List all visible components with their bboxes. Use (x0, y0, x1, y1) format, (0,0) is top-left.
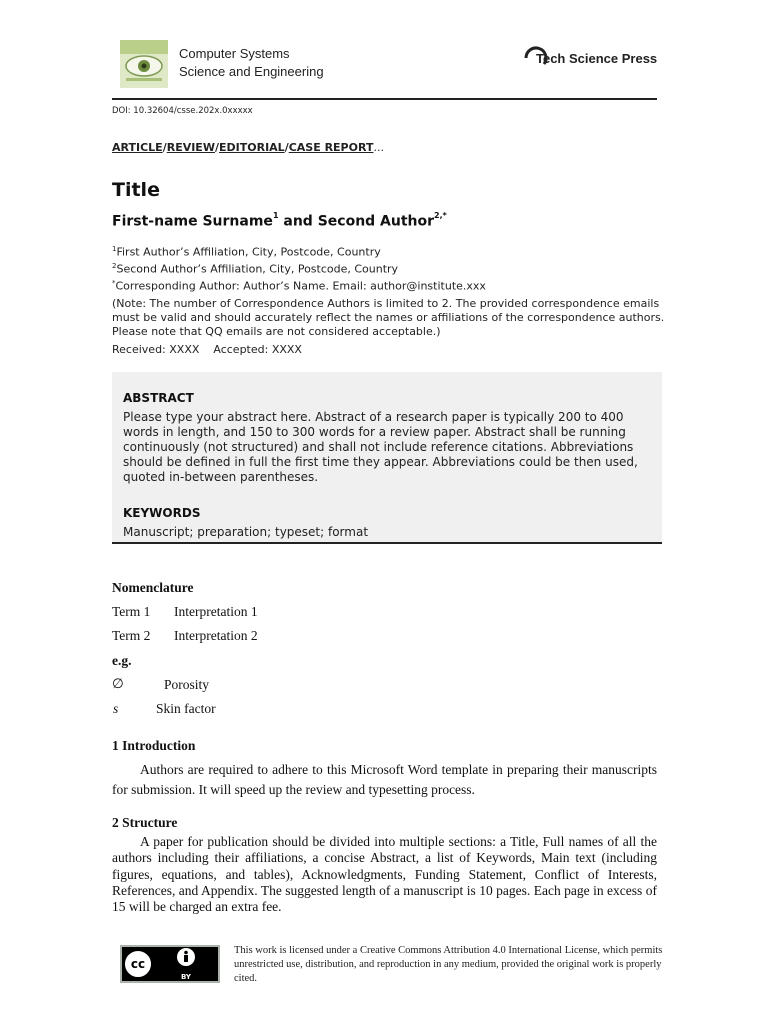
skin-factor-symbol: s (113, 701, 119, 716)
article-type-editorial: EDITORIAL (219, 141, 285, 154)
keywords-heading: KEYWORDS (123, 506, 201, 520)
nomenclature-term: Term 1 (112, 604, 151, 619)
by-icon: BY (180, 973, 192, 981)
affiliation-1-text: First Author’s Affiliation, City, Postcode, Country (116, 245, 381, 259)
journal-logo (120, 40, 168, 88)
article-type-sep: / (162, 141, 167, 154)
nomenclature-meaning: Interpretation 1 (174, 604, 258, 619)
section-text-introduction: Authors are required to adhere to this Microsoft Word template in preparing their manuscripts for submission. It will speed up the review and typesetting process. (112, 762, 657, 797)
section-heading-introduction: 1 Introduction (112, 738, 196, 753)
journal-name (179, 45, 324, 81)
affiliation-2-text: Second Author’s Affiliation, City, Postcode, Country (116, 262, 399, 276)
corresponding-author (112, 279, 486, 293)
article-type-article: ARTICLE (112, 141, 163, 154)
cc-icon: cc (130, 957, 146, 971)
affiliation-2 (112, 262, 398, 276)
article-type-sep: / (214, 141, 219, 154)
corresponding-author-text: Corresponding Author: Author’s Name. Email: author@institute.xxx (115, 279, 486, 293)
journal-name-line2: Science and Engineering (179, 64, 324, 79)
section-heading-structure: 2 Structure (112, 815, 178, 830)
journal-name-line1: Computer Systems (179, 46, 290, 61)
author-2: Second Author (317, 213, 435, 230)
dates: Received: XXXX Accepted: XXXX (112, 343, 302, 356)
license-text: This work is licensed under a Creative Commons Attribution 4.0 International License, which permits unrestricted use, distribution, and reproduction in any medium, provided the original work is properly cited. (234, 945, 663, 984)
nomenclature-heading: Nomenclature (112, 580, 194, 595)
correspondence-note: (Note: The number of Correspondence Authors is limited to 2. The provided correspondence emails must be valid and should accurately reflect the names or affiliations of the correspondence authors. Please note that QQ emails are not considered acceptable.) (112, 297, 665, 338)
eg-label: e.g. (112, 653, 132, 668)
porosity-symbol: ∅ (112, 676, 124, 691)
affiliation-1-sup: 1 (112, 245, 117, 253)
doi: DOI: 10.32604/csse.202x.0xxxxx (112, 106, 253, 116)
article-type-sep: / (284, 141, 289, 154)
affiliation-2-sup: 2 (112, 262, 117, 270)
publisher-name: Tech Science Press (536, 51, 658, 66)
nomenclature-term: Term 2 (112, 628, 151, 643)
article-type-case-report: CASE REPORT (288, 141, 374, 154)
author-connector: and (278, 213, 318, 230)
keywords-text: Manuscript; preparation; typeset; format (123, 525, 369, 539)
porosity-meaning: Porosity (164, 677, 210, 692)
abstract-text: Please type your abstract here. Abstract of a research paper is typically 200 to 400 words in length, and 150 to 300 words for a review paper. Abstract shall be running continuously (not structured) and shall not include reference citations. Abbreviations should be defined in full the first time they appear. Abbreviations could be then used, quoted in-between parentheses. (123, 410, 638, 484)
corresponding-author-sup: * (112, 279, 116, 287)
article-type-ellipsis: ... (373, 141, 384, 154)
publisher-logo (522, 46, 662, 70)
abstract-heading: ABSTRACT (123, 391, 194, 405)
skin-factor-meaning: Skin factor (156, 701, 216, 716)
affiliation-1 (112, 245, 381, 259)
paper-title: Title (112, 179, 160, 201)
author-line (112, 213, 447, 230)
article-types (112, 141, 384, 154)
cc-by-badge (120, 945, 220, 983)
author-2-sup: 2,* (434, 211, 447, 220)
nomenclature-meaning: Interpretation 2 (174, 628, 258, 643)
section-text-structure: A paper for publication should be divided into multiple sections: a Title, Full names of all the authors including their affiliations, a concise Abstract, a list of Keywords, Main text (including figures, equations, and tables), Acknowledgments, Funding Statement, Conflict of Interests, References, and Appendix. The suggested length of a manuscript is 10 pages. Each page in excess of 15 will be charged an extra fee. (112, 834, 657, 915)
article-type-review: REVIEW (166, 141, 215, 154)
header-rule (112, 98, 657, 100)
author-1-sup: 1 (272, 211, 279, 220)
author-1: First-name Surname (112, 213, 273, 230)
